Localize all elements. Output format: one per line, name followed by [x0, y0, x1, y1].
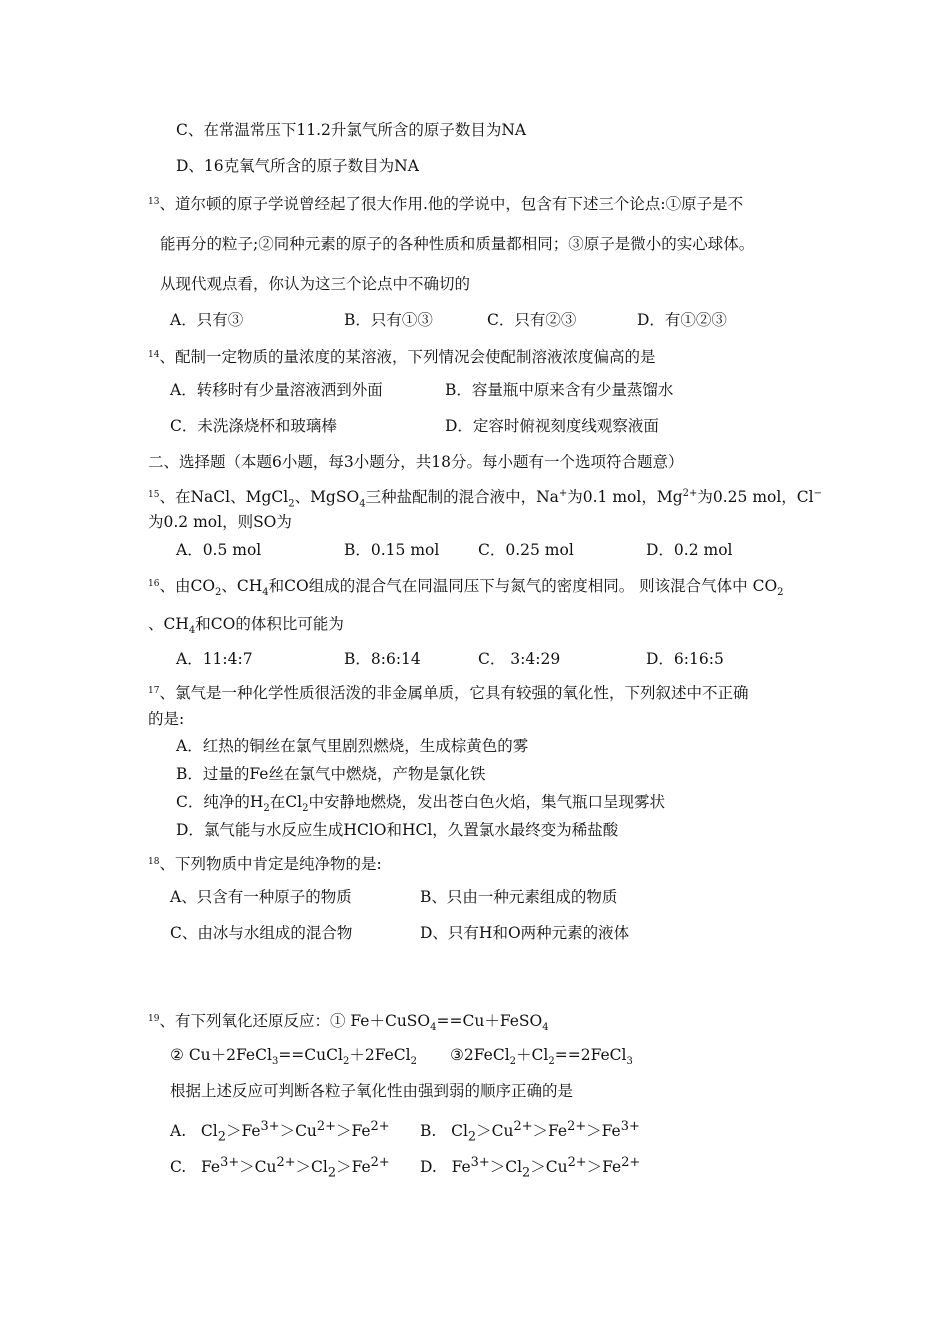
- q18-option-c: C、由冰与水组成的混合物: [170, 924, 353, 942]
- q18-option-d: D、只有H和O两种元素的液体: [420, 924, 630, 942]
- q13-stem-line2: 能再分的粒子;②同种元素的原子的各种性质和质量都相同；③原子是微小的实心球体。: [160, 235, 755, 253]
- q16-option-d: D．6:16:5: [646, 650, 724, 668]
- q19-option-b: B. $Cl_2>Cu^{2+}>Fe^{2+}>Fe^{3+}$: [420, 1119, 640, 1145]
- q12-option-c: C、在常温常压下11.2升氯气所含的原子数目为NA: [176, 121, 527, 139]
- q19-option-d: D. $Fe^{3+}>Cl_2>Cu^{2+}>Fe^{2+}$: [420, 1155, 641, 1181]
- q15-stem-line2: 为0.2 mol，则SO为: [148, 513, 292, 531]
- q14-option-a: A．转移时有少量溶液洒到外面: [170, 381, 383, 399]
- q15-option-b: B．0.15 mol: [344, 541, 440, 559]
- q12-option-d: D、16克氧气所含的原子数目为NA: [176, 157, 419, 175]
- q15-option-d: D．0.2 mol: [646, 541, 733, 559]
- q16-stem-line2: 、$CH_4$和CO的体积比可能为: [148, 615, 344, 637]
- q14-number: 14: [148, 350, 160, 360]
- q18-option-a: A、只含有一种原子的物质: [170, 888, 352, 906]
- q19-reaction-2: ② Cu＋2FeCl$_3$==CuCl$_2$＋2FeCl$_2$: [170, 1046, 417, 1068]
- q14-stem: $^{14}$、配制一定物质的量浓度的某溶液，下列情况会使配制溶液浓度偏高的是: [148, 348, 656, 366]
- q17-option-a: A．红热的铜丝在氯气里剧烈燃烧，生成棕黄色的雾: [176, 737, 529, 755]
- q18-number: 18: [148, 857, 160, 867]
- q18-option-b: B、只由一种元素组成的物质: [420, 888, 618, 906]
- q14-option-c: C．未洗涤烧杯和玻璃棒: [170, 417, 337, 435]
- q19-option-a: A. $Cl_2>Fe^{3+}>Cu^{2+}>Fe^{2+}$: [170, 1119, 390, 1145]
- q13-stem-line1: $^{13}$、道尔顿的原子学说曾经起了很大作用.他的学说中，包含有下述三个论点:①原子是不: [148, 195, 744, 213]
- q13-number: 13: [148, 197, 160, 207]
- q13-stem-line3: 从现代观点看，你认为这三个论点中不确切的: [160, 275, 471, 293]
- q17-stem-line2: 的是:: [148, 710, 185, 728]
- q16-stem-line1: $^{16}$、由$CO_2$、$CH_4$和CO组成的混合气在同温同压下与氮气的密度相同。 则该混合气体中 $CO_2$: [148, 577, 784, 599]
- q17-number: 17: [148, 686, 160, 696]
- q13-option-a: A．只有③: [170, 311, 244, 329]
- q17-option-b: B．过量的Fe丝在氯气中燃烧，产物是氯化铁: [176, 765, 486, 783]
- q16-number: 16: [148, 579, 160, 589]
- q19-number: 19: [148, 1014, 160, 1024]
- q14-option-b: B．容量瓶中原来含有少量蒸馏水: [445, 381, 674, 399]
- q19-ask: 根据上述反应可判断各粒子氧化性由强到弱的顺序正确的是: [170, 1082, 574, 1100]
- q13-option-b: B．只有①③: [344, 311, 433, 329]
- q18-stem: $^{18}$、下列物质中肯定是纯净物的是:: [148, 855, 382, 873]
- q16-option-b: B．8:6:14: [344, 650, 421, 668]
- q17-option-c: C．纯净的$H_2$在$Cl_2$中安静地燃烧，发出苍白色火焰，集气瓶口呈现雾状: [176, 793, 665, 815]
- q13-option-c: C．只有②③: [487, 311, 577, 329]
- q19-option-c: C. $Fe^{3+}>Cu^{2+}>Cl_2>Fe^{2+}$: [170, 1155, 390, 1181]
- q17-stem-line1: $^{17}$、氯气是一种化学性质很活泼的非金属单质，它具有较强的氧化性，下列叙述中不正确: [148, 684, 749, 702]
- q13-option-d: D．有①②③: [637, 311, 727, 329]
- q19-reaction-3: $③2FeCl_2+Cl_2==2FeCl_3$: [450, 1046, 633, 1068]
- q14-option-d: D．定容时俯视刻度线观察液面: [445, 417, 659, 435]
- q16-option-c: C． 3:4:29: [478, 650, 561, 668]
- q15-stem-line1: $^{15}$、在NaCl、MgCl$_2$、MgSO$_4$三种盐配制的混合液中，Na+为0.1 mol，$Mg^{2+}$为0.25 mol，Cl−: [148, 488, 823, 510]
- q17-option-d: D．氯气能与水反应生成HClO和HCl，久置氯水最终变为稀盐酸: [176, 821, 619, 839]
- q16-option-a: A．11:4:7: [176, 650, 253, 668]
- section-heading: 二、选择题（本题6小题，每3小题分，共18分。每小题有一个选项符合题意）: [148, 453, 684, 471]
- q15-option-c: C．0.25 mol: [478, 541, 574, 559]
- q15-number: 15: [148, 490, 160, 501]
- q15-option-a: A．0.5 mol: [176, 541, 262, 559]
- q19-stem: $^{19}$、有下列氧化还原反应：① Fe＋CuSO$_4$==Cu＋FeSO$_4$: [148, 1012, 549, 1034]
